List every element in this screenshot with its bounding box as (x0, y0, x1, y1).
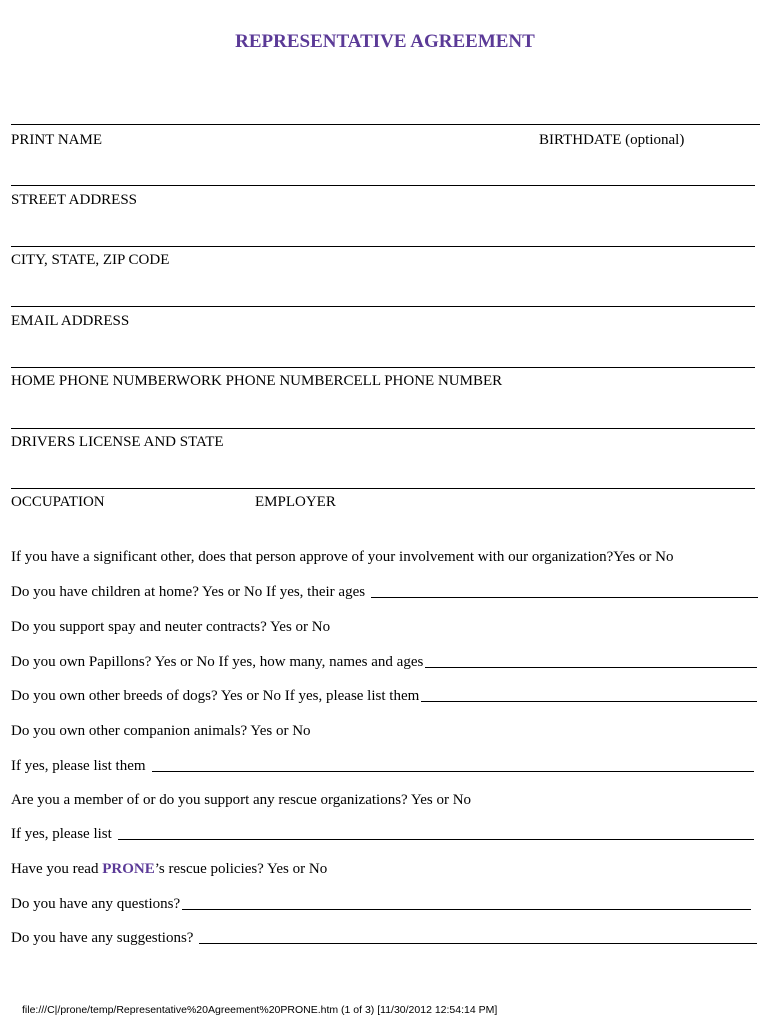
drivers-license-label: DRIVERS LICENSE AND STATE (11, 434, 224, 450)
question-companion-list-text: If yes, please list them (11, 758, 146, 774)
question-policies (11, 860, 327, 878)
occupation-line[interactable] (11, 488, 755, 489)
question-children-text: Do you have children at home? Yes or No If yes, their ages (11, 584, 366, 600)
street-address-label: STREET ADDRESS (11, 192, 137, 208)
occupation-label: OCCUPATION (11, 494, 105, 510)
page-title: REPRESENTATIVE AGREEMENT (235, 31, 535, 52)
birthdate-label: BIRTHDATE (optional) (539, 132, 685, 148)
question-policies-suffix: ’s rescue policies? Yes or No (154, 861, 328, 877)
question-significant-other: If you have a significant other, does that person approve of your involvement with our organization?Yes or No (11, 549, 674, 565)
email-line[interactable] (11, 306, 755, 307)
papillons-field[interactable] (425, 667, 757, 668)
phone-numbers-label: HOME PHONE NUMBERWORK PHONE NUMBERCELL PHONE NUMBER (11, 373, 503, 389)
suggestions-field[interactable] (199, 943, 757, 944)
question-papillons-text: Do you own Papillons? Yes or No If yes, how many, names and ages (11, 654, 424, 670)
question-companion-animals: Do you own other companion animals? Yes or No (11, 723, 311, 739)
prone-brand: PRONE (102, 861, 155, 877)
rescue-list-field[interactable] (118, 839, 754, 840)
question-spay-neuter: Do you support spay and neuter contracts? Yes or No (11, 619, 331, 635)
city-state-zip-label: CITY, STATE, ZIP CODE (11, 252, 170, 268)
other-breeds-field[interactable] (421, 701, 757, 702)
question-rescue-list-text: If yes, please list (11, 826, 112, 842)
print-name-line[interactable] (11, 124, 760, 125)
children-ages-field[interactable] (371, 597, 758, 598)
question-policies-prefix: Have you read (11, 861, 103, 877)
question-any-questions (11, 895, 751, 913)
question-rescue-orgs: Are you a member of or do you support any rescue organizations? Yes or No (11, 792, 472, 808)
questions-field[interactable] (182, 909, 751, 910)
street-address-line[interactable] (11, 185, 755, 186)
question-any-questions-text: Do you have any questions? (11, 896, 181, 912)
question-any-suggestions (11, 929, 757, 947)
print-name-label: PRINT NAME (11, 132, 102, 148)
page-footer: file:///C|/prone/temp/Representative%20Agreement%20PRONE.htm (1 of 3) [11/30/2012 12:54:14 PM] (22, 1004, 498, 1016)
question-rescue-list (11, 825, 754, 843)
question-any-suggestions-text: Do you have any suggestions? (11, 930, 194, 946)
question-children (11, 583, 758, 601)
drivers-license-line[interactable] (11, 428, 755, 429)
employer-label: EMPLOYER (255, 494, 336, 510)
companion-list-field[interactable] (152, 771, 754, 772)
question-companion-list (11, 757, 754, 775)
question-other-breeds (11, 687, 757, 705)
phone-line[interactable] (11, 367, 755, 368)
city-state-zip-line[interactable] (11, 246, 755, 247)
question-papillons (11, 653, 757, 671)
question-other-breeds-text: Do you own other breeds of dogs? Yes or No If yes, please list them (11, 688, 420, 704)
email-label: EMAIL ADDRESS (11, 313, 130, 329)
